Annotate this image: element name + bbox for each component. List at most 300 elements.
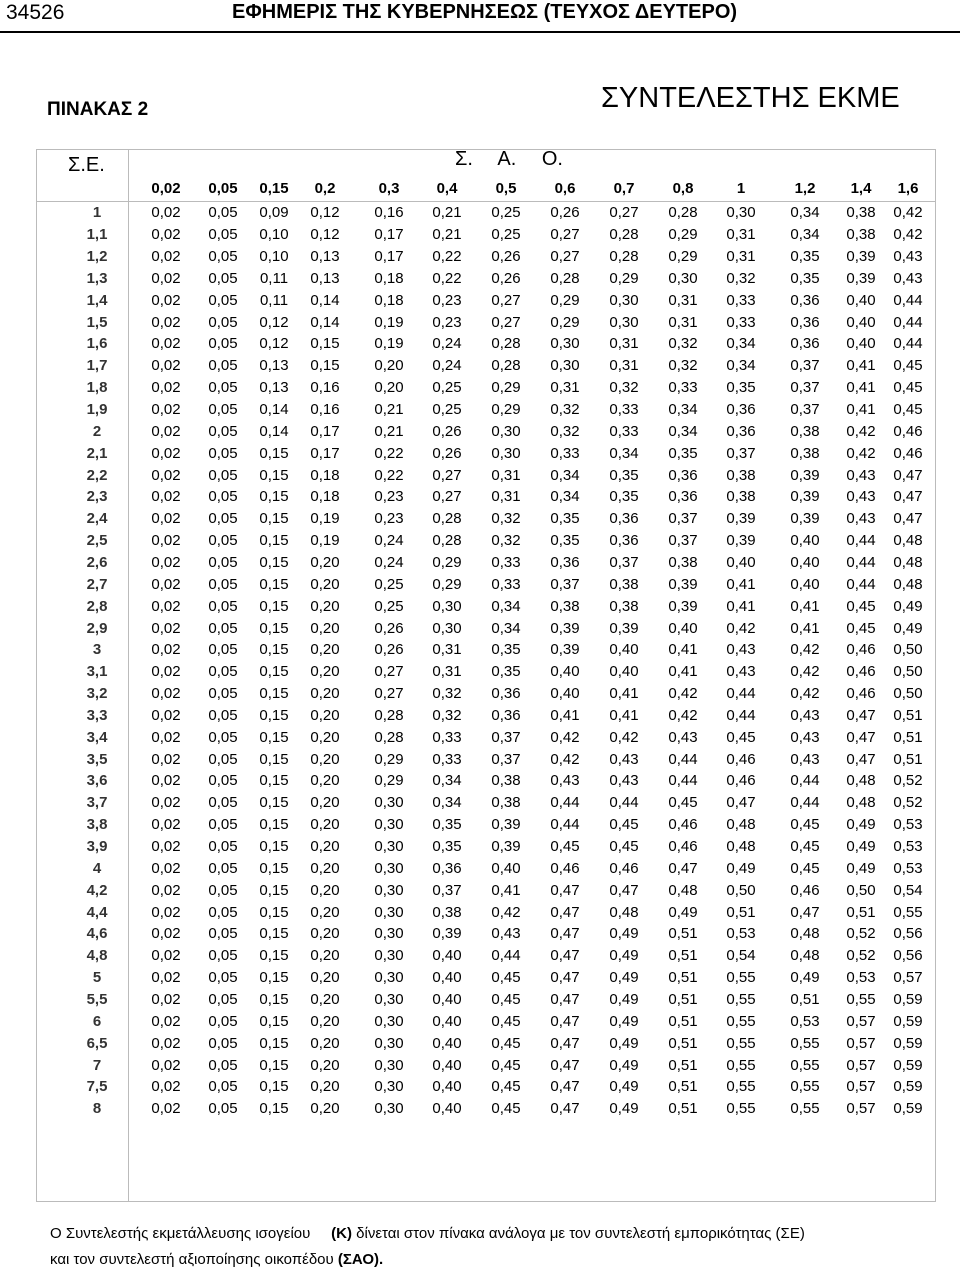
table-cell: 0,49	[609, 969, 639, 987]
row-label: 1,4	[86, 291, 108, 309]
table-cell: 0,15	[259, 969, 289, 987]
table-cell: 0,41	[726, 575, 756, 593]
table-cell: 0,40	[550, 663, 580, 681]
table-cell: 0,30	[374, 925, 404, 943]
table-cell: 0,02	[151, 903, 181, 921]
table-cell: 0,30	[374, 947, 404, 965]
table-cell: 0,20	[310, 1056, 340, 1074]
table-row	[0, 1098, 960, 1120]
table-cell: 0,51	[893, 706, 923, 724]
table-cell: 0,02	[151, 313, 181, 331]
table-cell: 0,23	[432, 313, 462, 331]
table-row	[0, 530, 960, 552]
table-cell: 0,36	[609, 532, 639, 550]
table-cell: 0,02	[151, 466, 181, 484]
table-cell: 0,34	[726, 357, 756, 375]
table-cell: 0,47	[893, 510, 923, 528]
table-cell: 0,05	[208, 313, 238, 331]
table-cell: 0,45	[491, 1034, 521, 1052]
table-cell: 0,27	[374, 663, 404, 681]
footnote-symbol-sao: (ΣΑΟ).	[337, 1251, 384, 1268]
table-cell: 0,49	[609, 1078, 639, 1096]
table-cell: 0,47	[550, 881, 580, 899]
table-cell: 0,40	[432, 1078, 462, 1096]
row-label: 1,8	[86, 379, 108, 397]
table-cell: 0,34	[491, 597, 521, 615]
table-cell: 0,02	[151, 619, 181, 637]
table-cell: 0,47	[846, 750, 876, 768]
table-cell: 0,49	[609, 1012, 639, 1030]
table-cell: 0,40	[550, 685, 580, 703]
table-cell: 0,12	[310, 226, 340, 244]
table-cell: 0,02	[151, 575, 181, 593]
table-cell: 0,30	[374, 1034, 404, 1052]
table-cell: 0,02	[151, 838, 181, 856]
table-cell: 0,02	[151, 335, 181, 353]
table-cell: 0,05	[208, 269, 238, 287]
table-cell: 0,49	[609, 990, 639, 1008]
table-cell: 0,47	[550, 1078, 580, 1096]
table-cell: 0,43	[609, 772, 639, 790]
table-cell: 0,39	[491, 816, 521, 834]
table-cell: 0,43	[790, 728, 820, 746]
table-cell: 0,56	[893, 925, 923, 943]
table-cell: 0,32	[550, 422, 580, 440]
table-row	[0, 224, 960, 246]
row-label: 6,5	[86, 1034, 108, 1052]
table-cell: 0,45	[790, 838, 820, 856]
table-cell: 0,41	[790, 619, 820, 637]
table-cell: 0,48	[726, 838, 756, 856]
table-cell: 0,38	[846, 226, 876, 244]
row-label: 8	[92, 1100, 102, 1118]
table-cell: 0,42	[790, 641, 820, 659]
page-title: ΣΥΝΤΕΛΕΣΤΗΣ ΕΚΜΕ	[601, 82, 900, 114]
table-cell: 0,48	[609, 903, 639, 921]
table-cell: 0,47	[550, 903, 580, 921]
table-cell: 0,37	[790, 401, 820, 419]
table-cell: 0,20	[310, 794, 340, 812]
table-cell: 0,35	[432, 838, 462, 856]
table-cell: 0,24	[374, 553, 404, 571]
table-cell: 0,46	[846, 663, 876, 681]
table-cell: 0,05	[208, 401, 238, 419]
table-cell: 0,31	[668, 313, 698, 331]
table-cell: 0,35	[609, 466, 639, 484]
table-cell: 0,51	[668, 1034, 698, 1052]
table-cell: 0,29	[491, 379, 521, 397]
table-cell: 0,50	[893, 663, 923, 681]
row-label: 5	[92, 969, 102, 987]
table-cell: 0,38	[790, 422, 820, 440]
table-cell: 0,44	[790, 794, 820, 812]
table-cell: 0,45	[790, 816, 820, 834]
row-label: 2,9	[86, 619, 108, 637]
table-cell: 0,57	[846, 1078, 876, 1096]
table-cell: 0,05	[208, 925, 238, 943]
table-cell: 0,36	[790, 335, 820, 353]
row-label: 1,9	[86, 401, 108, 419]
table-cell: 0,02	[151, 269, 181, 287]
table-cell: 0,55	[726, 1012, 756, 1030]
table-cell: 0,46	[893, 444, 923, 462]
table-cell: 0,05	[208, 990, 238, 1008]
table-cell: 0,43	[668, 728, 698, 746]
table-cell: 0,44	[726, 685, 756, 703]
table-row	[0, 595, 960, 617]
table-cell: 0,40	[432, 1034, 462, 1052]
row-label: 3,6	[86, 772, 108, 790]
table-cell: 0,49	[893, 597, 923, 615]
table-cell: 0,48	[790, 947, 820, 965]
table-cell: 0,20	[310, 553, 340, 571]
table-cell: 0,48	[893, 553, 923, 571]
table-cell: 0,22	[374, 444, 404, 462]
row-label: 1,7	[86, 357, 108, 375]
table-cell: 0,39	[668, 597, 698, 615]
table-cell: 0,53	[893, 859, 923, 877]
table-row	[0, 1076, 960, 1098]
table-cell: 0,44	[668, 772, 698, 790]
table-cell: 0,05	[208, 488, 238, 506]
table-cell: 0,42	[846, 422, 876, 440]
table-cell: 0,28	[432, 532, 462, 550]
table-cell: 0,47	[668, 859, 698, 877]
table-cell: 0,22	[432, 269, 462, 287]
row-label: 4,6	[86, 925, 108, 943]
table-row	[0, 879, 960, 901]
table-cell: 0,05	[208, 553, 238, 571]
table-cell: 0,45	[550, 838, 580, 856]
table-cell: 0,44	[550, 794, 580, 812]
column-header: 0,5	[495, 180, 517, 197]
table-cell: 0,33	[491, 553, 521, 571]
table-cell: 0,26	[374, 641, 404, 659]
table-cell: 0,31	[491, 488, 521, 506]
table-cell: 0,02	[151, 204, 181, 222]
table-cell: 0,42	[893, 204, 923, 222]
table-cell: 0,30	[432, 597, 462, 615]
table-cell: 0,59	[893, 1012, 923, 1030]
table-cell: 0,38	[726, 488, 756, 506]
column-header: 1,2	[794, 180, 816, 197]
table-row	[0, 552, 960, 574]
table-cell: 0,43	[790, 706, 820, 724]
table-cell: 0,05	[208, 619, 238, 637]
table-cell: 0,02	[151, 1100, 181, 1118]
table-cell: 0,27	[609, 204, 639, 222]
table-cell: 0,47	[550, 969, 580, 987]
table-cell: 0,26	[432, 444, 462, 462]
table-cell: 0,51	[668, 1012, 698, 1030]
table-cell: 0,49	[726, 859, 756, 877]
table-cell: 0,41	[609, 706, 639, 724]
table-cell: 0,46	[668, 816, 698, 834]
table-row	[0, 661, 960, 683]
table-cell: 0,30	[726, 204, 756, 222]
table-cell: 0,40	[668, 619, 698, 637]
table-cell: 0,29	[432, 553, 462, 571]
table-cell: 0,57	[893, 969, 923, 987]
table-cell: 0,30	[374, 1078, 404, 1096]
table-cell: 0,19	[310, 510, 340, 528]
table-cell: 0,46	[846, 641, 876, 659]
table-cell: 0,29	[550, 291, 580, 309]
table-cell: 0,35	[550, 510, 580, 528]
gazette-title: ΕΦΗΜΕΡΙΣ ΤΗΣ ΚΥΒΕΡΝΗΣΕΩΣ (ΤΕΥΧΟΣ ΔΕΥΤΕΡΟ)	[232, 1, 738, 23]
table-cell: 0,29	[374, 750, 404, 768]
table-cell: 0,38	[432, 903, 462, 921]
table-cell: 0,33	[668, 379, 698, 397]
table-cell: 0,39	[726, 510, 756, 528]
table-cell: 0,05	[208, 838, 238, 856]
table-cell: 0,36	[432, 859, 462, 877]
table-cell: 0,37	[491, 750, 521, 768]
table-cell: 0,15	[259, 794, 289, 812]
table-cell: 0,43	[609, 750, 639, 768]
table-cell: 0,24	[374, 532, 404, 550]
table-cell: 0,20	[310, 990, 340, 1008]
footnote-symbol-k: (Κ)	[331, 1225, 352, 1242]
table-cell: 0,28	[374, 706, 404, 724]
table-cell: 0,02	[151, 969, 181, 987]
table-cell: 0,31	[550, 379, 580, 397]
table-cell: 0,02	[151, 401, 181, 419]
column-header: 0,02	[151, 180, 181, 197]
table-cell: 0,29	[432, 575, 462, 593]
table-cell: 0,38	[726, 466, 756, 484]
table-cell: 0,20	[310, 838, 340, 856]
table-cell: 0,13	[259, 357, 289, 375]
table-cell: 0,15	[259, 859, 289, 877]
table-cell: 0,31	[609, 335, 639, 353]
table-cell: 0,30	[374, 838, 404, 856]
table-cell: 0,27	[491, 313, 521, 331]
table-cell: 0,26	[550, 204, 580, 222]
table-cell: 0,02	[151, 1034, 181, 1052]
table-cell: 0,39	[491, 838, 521, 856]
table-row	[0, 617, 960, 639]
table-cell: 0,48	[726, 816, 756, 834]
table-cell: 0,40	[432, 947, 462, 965]
table-cell: 0,32	[726, 269, 756, 287]
table-cell: 0,30	[374, 794, 404, 812]
table-cell: 0,30	[374, 1012, 404, 1030]
table-cell: 0,53	[726, 925, 756, 943]
row-label: 2,3	[86, 488, 108, 506]
table-cell: 0,43	[846, 488, 876, 506]
table-cell: 0,59	[893, 1034, 923, 1052]
table-cell: 0,40	[790, 575, 820, 593]
table-cell: 0,34	[432, 772, 462, 790]
table-cell: 0,28	[374, 728, 404, 746]
table-cell: 0,55	[790, 1056, 820, 1074]
table-cell: 0,57	[846, 1056, 876, 1074]
table-row	[0, 814, 960, 836]
table-cell: 0,27	[550, 226, 580, 244]
table-cell: 0,30	[374, 903, 404, 921]
table-cell: 0,40	[432, 969, 462, 987]
table-cell: 0,05	[208, 510, 238, 528]
table-cell: 0,46	[609, 859, 639, 877]
table-cell: 0,35	[432, 816, 462, 834]
table-cell: 0,36	[609, 510, 639, 528]
table-cell: 0,40	[790, 553, 820, 571]
table-cell: 0,02	[151, 422, 181, 440]
table-cell: 0,59	[893, 1078, 923, 1096]
table-cell: 0,05	[208, 248, 238, 266]
table-cell: 0,22	[374, 466, 404, 484]
footnote-text: και τον συντελεστή αξιοποίησης οικοπέδου	[50, 1251, 334, 1268]
row-label: 2,5	[86, 532, 108, 550]
table-cell: 0,43	[846, 510, 876, 528]
table-cell: 0,46	[790, 881, 820, 899]
table-cell: 0,30	[374, 859, 404, 877]
table-cell: 0,32	[432, 685, 462, 703]
table-cell: 0,02	[151, 794, 181, 812]
table-cell: 0,55	[790, 1034, 820, 1052]
table-cell: 0,30	[374, 1100, 404, 1118]
table-cell: 0,46	[726, 772, 756, 790]
table-cell: 0,05	[208, 641, 238, 659]
table-cell: 0,15	[259, 1034, 289, 1052]
table-cell: 0,20	[310, 903, 340, 921]
table-row	[0, 989, 960, 1011]
table-cell: 0,44	[668, 750, 698, 768]
table-cell: 0,15	[259, 1100, 289, 1118]
table-cell: 0,05	[208, 1100, 238, 1118]
table-cell: 0,02	[151, 379, 181, 397]
column-header: 0,3	[378, 180, 400, 197]
table-cell: 0,15	[310, 335, 340, 353]
table-cell: 0,45	[893, 379, 923, 397]
table-row	[0, 1054, 960, 1076]
table-row	[0, 1010, 960, 1032]
table-cell: 0,15	[259, 947, 289, 965]
table-cell: 0,45	[846, 619, 876, 637]
table-cell: 0,34	[491, 619, 521, 637]
table-cell: 0,53	[893, 816, 923, 834]
table-cell: 0,47	[846, 706, 876, 724]
table-cell: 0,26	[432, 422, 462, 440]
table-cell: 0,20	[310, 947, 340, 965]
table-cell: 0,55	[790, 1100, 820, 1118]
table-cell: 0,05	[208, 706, 238, 724]
table-cell: 0,20	[310, 1034, 340, 1052]
table-cell: 0,05	[208, 466, 238, 484]
table-cell: 0,15	[259, 750, 289, 768]
table-cell: 0,36	[491, 685, 521, 703]
table-cell: 0,49	[609, 1056, 639, 1074]
table-cell: 0,20	[310, 619, 340, 637]
table-cell: 0,15	[259, 772, 289, 790]
table-cell: 0,27	[550, 248, 580, 266]
table-cell: 0,34	[790, 226, 820, 244]
table-cell: 0,28	[491, 335, 521, 353]
table-cell: 0,51	[668, 990, 698, 1008]
table-cell: 0,18	[374, 291, 404, 309]
table-cell: 0,15	[259, 903, 289, 921]
table-cell: 0,05	[208, 772, 238, 790]
row-label: 3	[92, 641, 102, 659]
table-cell: 0,35	[790, 269, 820, 287]
table-cell: 0,44	[893, 335, 923, 353]
table-cell: 0,51	[668, 947, 698, 965]
table-cell: 0,43	[726, 641, 756, 659]
table-cell: 0,44	[550, 816, 580, 834]
table-cell: 0,02	[151, 685, 181, 703]
table-cell: 0,29	[550, 313, 580, 331]
table-cell: 0,23	[374, 488, 404, 506]
table-cell: 0,42	[668, 685, 698, 703]
table-cell: 0,12	[310, 204, 340, 222]
table-cell: 0,02	[151, 510, 181, 528]
table-cell: 0,37	[432, 881, 462, 899]
table-cell: 0,22	[432, 248, 462, 266]
table-cell: 0,31	[491, 466, 521, 484]
table-cell: 0,32	[550, 401, 580, 419]
table-cell: 0,49	[893, 619, 923, 637]
table-cell: 0,37	[668, 532, 698, 550]
table-cell: 0,54	[893, 881, 923, 899]
table-row	[0, 311, 960, 333]
table-cell: 0,52	[893, 772, 923, 790]
table-row	[0, 333, 960, 355]
table-cell: 0,55	[726, 969, 756, 987]
table-cell: 0,44	[491, 947, 521, 965]
table-cell: 0,18	[374, 269, 404, 287]
table-cell: 0,44	[893, 291, 923, 309]
column-header: 1,4	[850, 180, 872, 197]
table-cell: 0,11	[259, 269, 289, 287]
table-cell: 0,05	[208, 881, 238, 899]
table-cell: 0,42	[609, 728, 639, 746]
table-cell: 0,20	[310, 816, 340, 834]
table-cell: 0,20	[310, 772, 340, 790]
table-cell: 0,41	[668, 641, 698, 659]
table-cell: 0,24	[432, 335, 462, 353]
footnote-text: δίνεται στον πίνακα ανάλογα με τον συντελεστή εμπορικότητας (ΣΕ)	[356, 1225, 805, 1242]
table-cell: 0,10	[259, 226, 289, 244]
table-cell: 0,19	[310, 532, 340, 550]
row-label: 2,1	[86, 444, 108, 462]
table-cell: 0,50	[846, 881, 876, 899]
table-cell: 0,02	[151, 728, 181, 746]
table-cell: 0,40	[491, 859, 521, 877]
table-cell: 0,48	[668, 881, 698, 899]
table-cell: 0,51	[790, 990, 820, 1008]
table-cell: 0,45	[491, 1056, 521, 1074]
table-cell: 0,20	[310, 969, 340, 987]
table-cell: 0,43	[491, 925, 521, 943]
table-cell: 0,05	[208, 859, 238, 877]
table-cell: 0,45	[491, 990, 521, 1008]
table-cell: 0,34	[432, 794, 462, 812]
table-cell: 0,42	[668, 706, 698, 724]
row-label: 3,4	[86, 728, 108, 746]
table-cell: 0,05	[208, 1034, 238, 1052]
table-cell: 0,41	[550, 706, 580, 724]
footnote	[50, 1221, 805, 1273]
table-cell: 0,26	[491, 248, 521, 266]
table-cell: 0,39	[726, 532, 756, 550]
table-cell: 0,20	[310, 597, 340, 615]
table-cell: 0,05	[208, 816, 238, 834]
row-label: 4,4	[86, 903, 108, 921]
table-cell: 0,55	[726, 1034, 756, 1052]
table-row	[0, 967, 960, 989]
table-cell: 0,39	[846, 269, 876, 287]
